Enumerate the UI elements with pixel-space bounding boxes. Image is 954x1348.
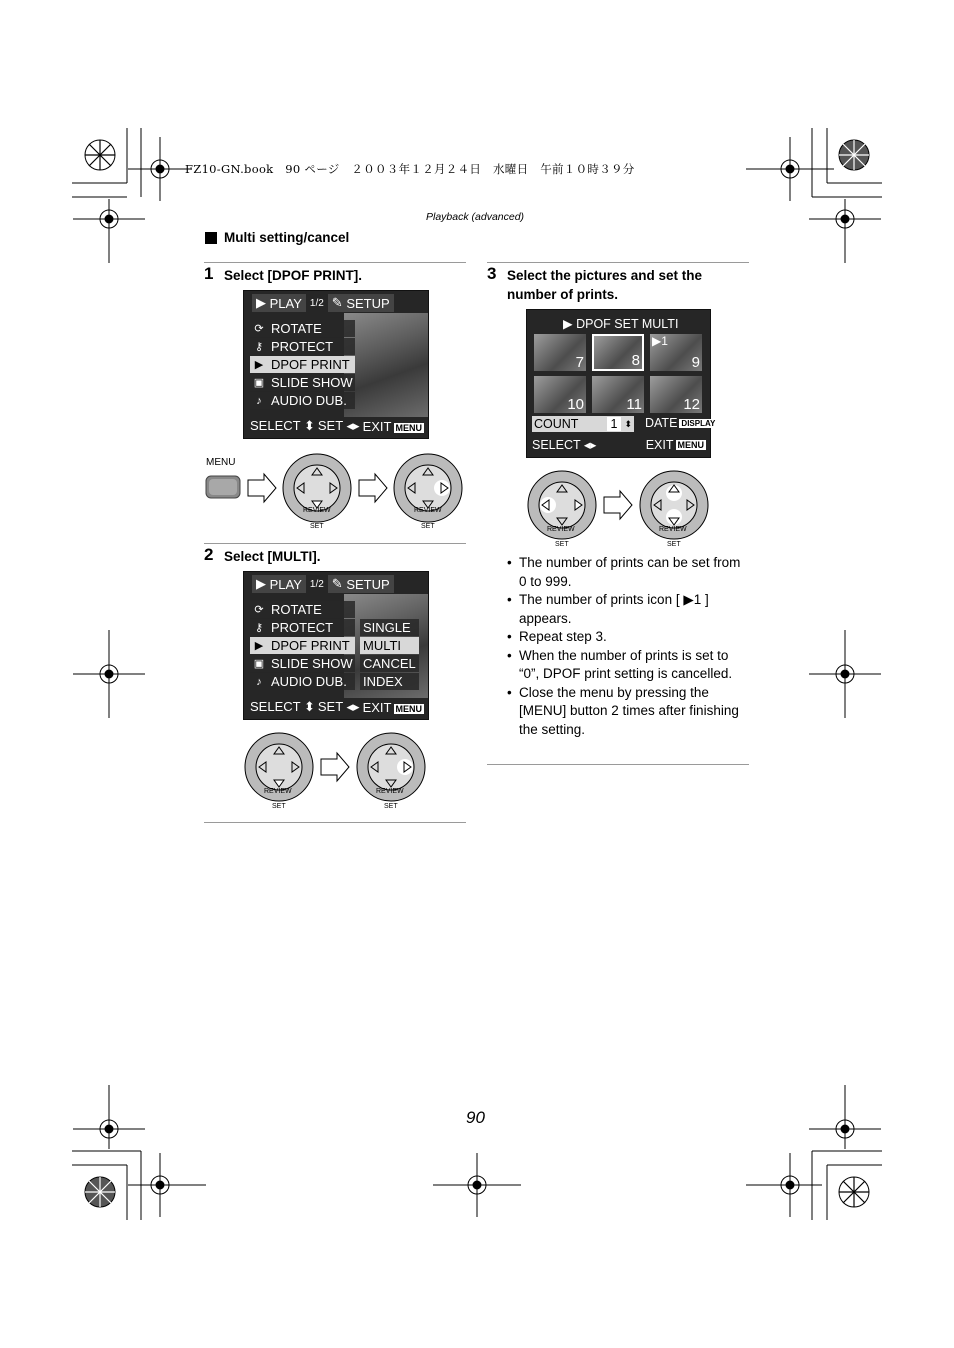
review-label: REVIEW bbox=[376, 788, 404, 795]
microphone-icon: ♪ bbox=[256, 394, 262, 407]
lcd-title: ▶ DPOF SET MULTI bbox=[563, 317, 679, 331]
note-item: • The number of prints icon [ ▶1 ] appears. bbox=[506, 591, 751, 628]
divider bbox=[204, 822, 466, 823]
lcd-playback-menu bbox=[243, 290, 429, 439]
rotate-icon: ⟳ bbox=[254, 323, 264, 335]
divider bbox=[204, 262, 466, 263]
divider bbox=[487, 764, 749, 765]
review-label: REVIEW bbox=[264, 788, 292, 795]
notes-list bbox=[506, 554, 751, 739]
divider bbox=[487, 262, 749, 263]
set-label: SET bbox=[310, 523, 324, 530]
set-label: SET bbox=[667, 541, 681, 548]
step1-controls bbox=[198, 440, 468, 535]
note-item: • Repeat step 3. bbox=[506, 628, 751, 647]
set-label: SET bbox=[555, 541, 569, 548]
thumbnail: 12 bbox=[650, 376, 702, 413]
section-title bbox=[205, 230, 349, 245]
menu-item-audio-dub: ♪ AUDIO DUB. bbox=[250, 392, 355, 409]
menu-item-slide-show: ▣ SLIDE SHOW bbox=[250, 655, 355, 672]
wrench-icon: ✎ bbox=[331, 576, 347, 591]
arrow-right-icon bbox=[359, 474, 387, 502]
menu-chip: MENU bbox=[395, 422, 422, 433]
microphone-icon: ♪ bbox=[256, 675, 262, 688]
menu-item-protect: ⚷ PROTECT bbox=[250, 338, 355, 355]
review-label: REVIEW bbox=[547, 526, 575, 533]
arrow-right-icon bbox=[321, 753, 349, 781]
play-icon: ▶ bbox=[256, 295, 270, 310]
key-icon: ⚷ bbox=[254, 622, 264, 634]
menu-footer: SELECT ⬍ SET ◂▸ EXIT MENU bbox=[250, 418, 422, 434]
count-row: COUNT 1 ⬍ bbox=[534, 417, 632, 431]
note-item: • When the number of prints is set to “0”, DPOF print setting is cancelled. bbox=[506, 647, 751, 684]
play-icon: ▶ bbox=[256, 576, 270, 591]
thumbnail: 10 bbox=[534, 376, 586, 413]
dpof-icon: ▶ bbox=[254, 359, 264, 371]
page-number: 90 bbox=[466, 1108, 485, 1127]
background-photo bbox=[344, 313, 428, 417]
submenu-cancel: CANCEL bbox=[360, 655, 419, 672]
menu-item-rotate: ⟳ ROTATE bbox=[250, 601, 355, 618]
left-right-arrow-icon: ◂▸ bbox=[342, 418, 360, 433]
menu-tabs bbox=[252, 574, 398, 594]
step-text: Select [DPOF PRINT]. bbox=[224, 268, 363, 283]
thumbnail: 11 bbox=[592, 376, 644, 413]
arrow-right-icon bbox=[604, 491, 632, 519]
step-text: Select the pictures and set the number of prints. bbox=[507, 268, 703, 302]
menu-button-label: MENU bbox=[206, 457, 236, 468]
key-icon: ⚷ bbox=[254, 341, 264, 353]
step-number: 1 bbox=[204, 264, 214, 283]
divider bbox=[204, 543, 466, 544]
page-header: Playback (advanced) bbox=[426, 211, 525, 223]
step-number: 2 bbox=[204, 545, 214, 564]
menu-item-dpof-print: ▶ DPOF PRINT bbox=[250, 637, 355, 654]
slideshow-icon: ▣ bbox=[253, 658, 265, 670]
menu-footer: SELECT ⬍ SET ◂▸ EXIT MENU bbox=[250, 699, 422, 715]
tab-play: ▶ PLAY bbox=[252, 575, 306, 593]
thumbnail: ▶1 9 bbox=[652, 334, 700, 371]
select-hint: SELECT ◂▸ bbox=[532, 438, 597, 452]
file-header: FZ10-GN.book 90 ページ ２００３年１２月２４日 水曜日 午前１０時３９分 bbox=[185, 162, 635, 176]
left-right-arrow-icon: ◂▸ bbox=[580, 438, 597, 452]
menu-item-slide-show: ▣ SLIDE SHOW bbox=[250, 374, 355, 391]
submenu-index: INDEX bbox=[360, 673, 419, 690]
step-number: 3 bbox=[487, 264, 497, 283]
up-down-arrow-icon: ⬍ bbox=[300, 418, 315, 433]
menu-item-rotate: ⟳ ROTATE bbox=[250, 320, 355, 337]
dpof-icon: ▶ bbox=[254, 640, 264, 652]
lcd-dpof-submenu bbox=[243, 571, 429, 720]
menu-item-protect: ⚷ PROTECT bbox=[250, 619, 355, 636]
arrow-right-icon bbox=[248, 474, 276, 502]
thumbnail: 7 bbox=[534, 334, 586, 371]
step3-controls bbox=[523, 460, 713, 550]
step-text: Select [MULTI]. bbox=[224, 549, 321, 564]
submenu-single: SINGLE bbox=[360, 619, 419, 636]
menu-chip: MENU bbox=[395, 703, 422, 714]
lcd-dpof-set-multi bbox=[526, 309, 716, 458]
menu-item-dpof-print: ▶ DPOF PRINT bbox=[250, 356, 355, 373]
left-right-arrow-icon: ◂▸ bbox=[342, 699, 360, 714]
section-title-text: Multi setting/cancel bbox=[224, 230, 350, 245]
tab-play: ▶ PLAY bbox=[252, 294, 306, 312]
date-row: DATE DISPLAY bbox=[645, 416, 716, 430]
thumbnail-selected: 8 bbox=[592, 334, 644, 371]
note-item: • The number of prints can be set from 0 to 999. bbox=[506, 554, 751, 591]
print-count-badge: ▶1 bbox=[652, 334, 668, 348]
review-label: REVIEW bbox=[659, 526, 687, 533]
up-down-arrow-icon: ⬍ bbox=[624, 418, 632, 429]
rotate-icon: ⟳ bbox=[254, 604, 264, 616]
review-label: REVIEW bbox=[414, 507, 442, 514]
menu-item-audio-dub: ♪ AUDIO DUB. bbox=[250, 673, 355, 690]
tab-setup: ✎ SETUP bbox=[328, 575, 394, 593]
review-label: REVIEW bbox=[303, 507, 331, 514]
wrench-icon: ✎ bbox=[331, 295, 347, 310]
tab-setup: ✎ SETUP bbox=[328, 294, 394, 312]
up-down-arrow-icon: ⬍ bbox=[300, 699, 315, 714]
dpof-icon: ▶ bbox=[652, 334, 662, 348]
set-label: SET bbox=[272, 803, 286, 810]
note-item: • Close the menu by pressing the [MENU] button 2 times after finishing the setting. bbox=[506, 684, 751, 740]
dpof-icon: ▶ bbox=[563, 317, 577, 331]
slideshow-icon: ▣ bbox=[253, 377, 265, 389]
page-indicator: 1/2 bbox=[309, 578, 324, 590]
square-bullet-icon bbox=[205, 232, 217, 244]
submenu-multi: MULTI bbox=[360, 637, 419, 654]
exit-hint: EXIT MENU bbox=[645, 438, 704, 452]
set-label: SET bbox=[421, 523, 435, 530]
menu-tabs bbox=[252, 293, 398, 313]
step2-controls bbox=[240, 722, 430, 812]
page-indicator: 1/2 bbox=[309, 297, 324, 309]
set-label: SET bbox=[384, 803, 398, 810]
